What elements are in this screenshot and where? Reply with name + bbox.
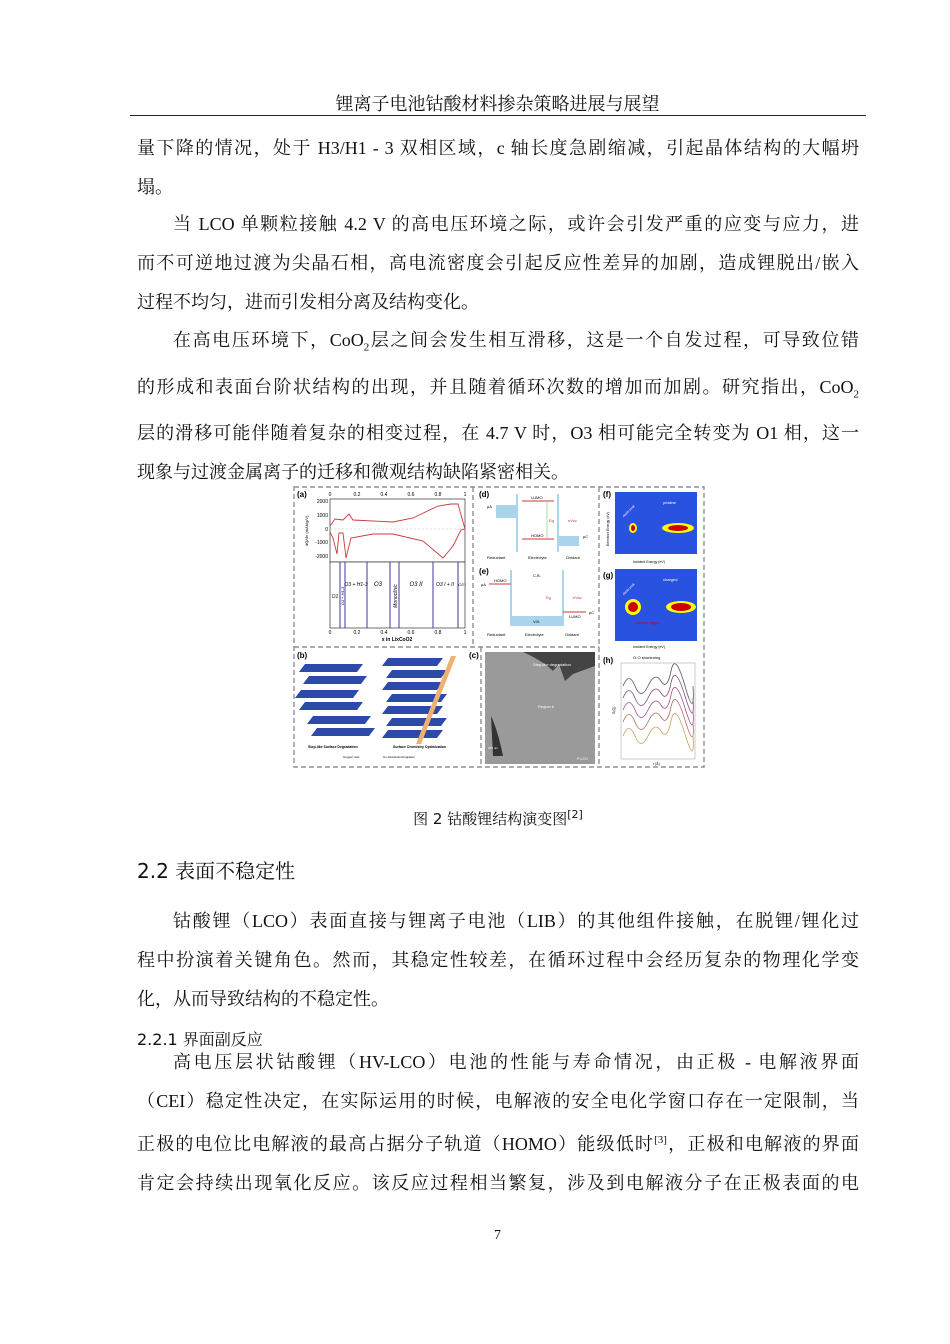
text-run: 正极的电位比电解液的最高占据分子轨道（HOMO）能级低时 [137,1134,655,1154]
phase-label: O1 + H1-3 [340,586,345,606]
phase-label: O3 I + II [436,582,454,588]
label: μC [583,534,589,539]
label: Step-like Surface Degradation [308,745,358,749]
tick-label: 0.4 [380,492,388,498]
text-run: ，正极和电解液的界面 [666,1134,860,1154]
label: Step-like degradation [533,662,571,667]
phase-label: O3 + H1-3 [344,582,368,588]
figure-caption [137,808,859,829]
label: P-LCO [577,757,588,761]
text-line: 而不可逆地过渡为尖晶石相，高电流密度会引起反应性差异的加剧，造成锂脱出/嵌入 [137,253,859,273]
section-heading: 2.2 表面不稳定性 [137,859,296,883]
text-line: 高电压层状钴酸锂（HV-LCO）电池的性能与寿命情况，由正极 - 电解液界面 [173,1052,859,1072]
axis-label: Emission Energy (eV) [606,512,610,546]
label: O-O shortening [633,655,661,660]
label: pristine [663,500,676,505]
heat-spot [628,602,638,612]
legend-item: Co dissolution/migration [383,755,416,759]
label: μA [487,504,492,509]
label: Eg [546,595,551,600]
axis-label: x in LixCoO2 [381,637,413,643]
paragraph-5 [137,1043,859,1203]
panel-d [479,490,588,560]
text-line [137,1121,859,1164]
page-number: 7 [494,1228,501,1243]
text-line: 层的滑移可能伴随着复杂的相变过程，在 4.7 V 时，O3 相可能完全转变为 O1 相，这一 [137,423,859,444]
panel-e [479,567,594,637]
panel-label: (e) [479,567,489,576]
text-line: 程中扮演着关键角色。然而，其稳定性较差，在循环过程中会经历复杂的物理化学变 [137,950,859,970]
label: eVoc [568,518,577,523]
label: Electrolyte [525,632,544,637]
tick-label: 1000 [316,513,328,519]
tick-label: 0 [328,630,332,636]
subsection-heading: 2.2.1 界面副反应 [137,1030,263,1049]
tick-label: 0 [325,527,328,533]
tick-label: 0.6 [407,492,415,498]
panel-h [603,655,695,766]
label: HOMO [494,578,507,583]
text-line: 化，从而导致结构的不稳定性。 [137,989,389,1009]
panel-f [603,490,697,564]
paragraph-1 [137,129,859,207]
oxidant-band [558,536,579,546]
tick-label: -1000 [315,540,328,546]
text-line [137,368,859,415]
text-line: 现象与过渡金属离子的迁移和微观结构缺陷紧密相关。 [137,462,569,483]
label: μC [589,610,595,615]
reductant-band [496,505,516,518]
panel-label: (g) [603,571,614,580]
panel-label: (c) [469,651,479,660]
axis-label: dQ/dV (mAh/g/V) [304,515,309,546]
label: μA [481,582,486,587]
label: elastic peak [621,582,636,597]
text-line [137,321,859,368]
sq-curve [623,664,693,704]
phase-label: O1 [331,594,339,600]
label: Oxidant [565,632,579,637]
panel-b [295,651,456,759]
running-header: 锂离子电池钴酸材料掺杂策略进展与展望 [335,94,660,114]
phase-label: O3 I [458,582,466,587]
label: LUMO [531,495,543,500]
label: Region b [538,704,555,709]
tick-label: 0.8 [434,492,442,498]
label: HOMO [531,533,544,538]
tick-label: -2000 [315,554,328,560]
paragraph-4 [137,902,859,1019]
tick-label: 0.6 [407,630,415,636]
panel-label: (h) [603,656,614,665]
citation[interactable]: [2] [567,808,583,821]
axis-label: r (Å) [653,762,660,766]
heat-spot [671,603,691,611]
panel-g [603,569,697,649]
heatmap-pristine [615,492,697,554]
sq-curve [623,699,693,737]
header-rule [130,115,866,116]
tick-label: 2000 [316,499,328,505]
axis-label: Incident Energy (eV) [633,560,665,564]
phase-label: Monoclinic [393,584,399,608]
tick-label: 0 [328,492,332,498]
panel-label: (d) [479,490,490,499]
text-run: 层之间会发生相互滑移，这是一个自发过程，可导致位错 [369,330,859,350]
subscript: 2 [853,388,859,401]
label: V.B. [533,619,541,624]
label: Reductant [487,555,506,560]
label: elastic peak [621,504,636,519]
tick-label: 0.8 [434,630,442,636]
text-line: 量下降的情况，处于 H3/H1 - 3 双相区域，c 轴长度急剧缩减，引起晶体结构的大幅坍 [137,138,859,158]
label: Electrolyte [528,555,547,560]
figure-2 [293,486,705,768]
tick-label: 1 [463,630,467,636]
panel-c [469,651,595,764]
label: C.B. [533,573,541,578]
paragraph-2 [137,205,859,322]
axis-label: S(Q) [612,706,616,714]
dqdv-plot-area [330,499,465,562]
paragraph-3 [137,321,859,492]
label: Eg [549,518,554,523]
subscript: 2 [363,341,370,354]
tick-label: 0.4 [380,630,388,636]
tick-label: 0.2 [353,630,361,636]
label: LUMO [569,614,581,619]
text-run: 的形成和表面台阶状结构的出现，并且随着循环次数的增加而加剧。研究指出，CoO [137,376,854,397]
text-line: 钴酸锂（LCO）表面直接与锂离子电池（LIB）的其他组件接触，在脱锂/锂化过 [173,911,859,931]
panel-label: (a) [297,490,307,499]
axis-label: Incident Energy (eV) [633,645,665,649]
label: eVoc [573,595,582,600]
panel-label: (b) [297,651,308,660]
label: oxidized oxygen [635,621,661,625]
text-line: 过程不均匀，进而引发相分离及结构变化。 [137,292,479,312]
scale-bar: 200 nm [488,746,499,750]
text-line: 塌。 [137,177,173,197]
label: Reductant [487,632,506,637]
text-run: 在高电压环境下，CoO [173,330,364,350]
legend-item: Oxygen loss [343,755,360,759]
tick-label: 1 [463,492,467,498]
label: charged [663,577,678,582]
tick-label: 0.2 [353,492,361,498]
panel-label: (f) [603,490,611,499]
text-line: （CEI）稳定性决定，在实际运用的时候，电解液的安全电化学窗口存在一定限制，当 [137,1091,859,1111]
figure-graphic [293,486,705,768]
text-line: 肯定会持续出现氧化反应。该反应过程相当繁复，涉及到电解液分子在正极表面的电 [137,1173,859,1193]
caption-text: 图 2 钴酸锂结构演变图 [413,810,568,828]
label: Oxidant [566,555,580,560]
label: Surface Chemistry Optimization [393,745,447,749]
text-line: 当 LCO 单颗粒接触 4.2 V 的高电压环境之际，或许会引发严重的应变与应力，进 [173,214,859,234]
citation[interactable]: [3] [654,1134,667,1146]
panel-a [297,490,467,643]
phase-label: O3 [373,582,383,588]
phase-label: O3 II [409,582,423,588]
